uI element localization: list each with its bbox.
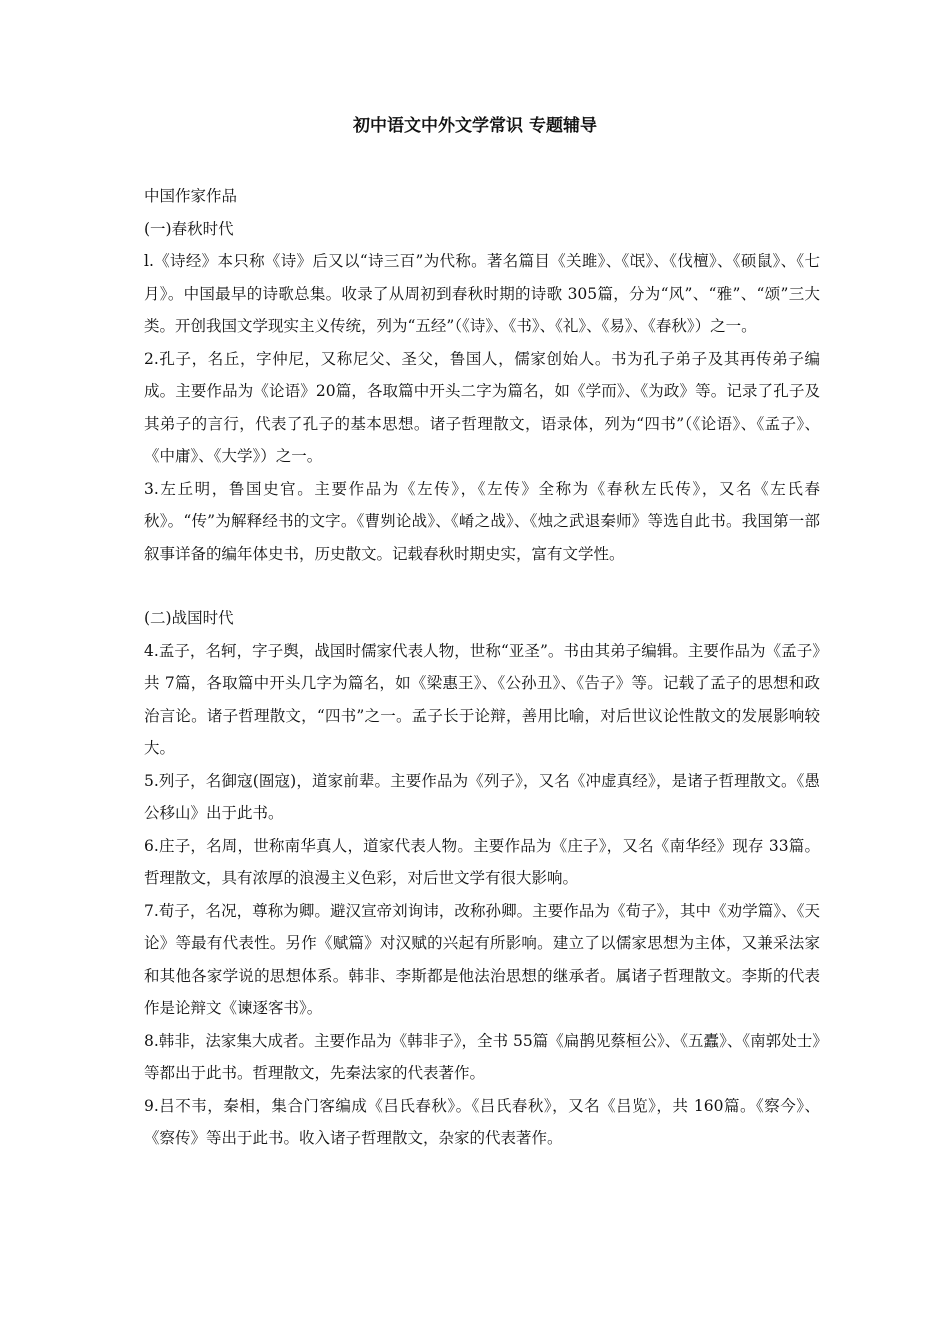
paragraph-lu-buwei: 9.吕不韦，秦相，集合门客编成《吕氏春秋》。《吕氏春秋》，又名《吕览》，共 160篇。《察今》、《察传》等出于此书。收入诸子哲理散文，杂家的代表著作。 (144, 1096, 820, 1147)
section-heading: 中国作家作品 (144, 187, 238, 205)
section-spacer (144, 570, 820, 602)
period-heading-spring-autumn: (一)春秋时代 (144, 219, 234, 238)
period-heading-warring-states: (二)战国时代 (144, 609, 234, 627)
document-body (144, 180, 820, 1155)
paragraph-confucius: 2.孔子，名丘，字仲尼，又称尼父、圣父，鲁国人，儒家创始人。书为孔子弟子及其再传弟子编成。主要作品为《论语》20篇，各取篇中开头二字为篇名，如《学而》、《为政》等。记录了孔子及其弟子的言行，代表了孔子的基本思想。诸子哲理散文，语录体，列为“四书”（《论语》、《孟子》、《中庸》、《大学》）之一。 (144, 349, 820, 465)
paragraph-zhuangzi: 6.庄子，名周，世称南华真人，道家代表人物。主要作品为《庄子》，又名《南华经》现存 33篇。哲理散文，具有浓厚的浪漫主义色彩，对后世文学有很大影响。 (144, 836, 820, 887)
paragraph-xunzi: 7.荀子，名况，尊称为卿。避汉宣帝刘询讳，改称孙卿。主要作品为《荀子》，其中《劝学篇》、《天论》等最有代表性。另作《赋篇》对汉赋的兴起有所影响。建立了以儒家思想为主体，又兼采法家和其他各家学说的思想体系。韩非、李斯都是他法治思想的继承者。属诸子哲理散文。李斯的代表作是论辩文《谏逐客书》。 (144, 901, 820, 1017)
document-title: 初中语文中外文学常识 专题辅导 (353, 116, 597, 136)
paragraph-mencius: 4.孟子，名轲，字子舆，战国时儒家代表人物，世称“亚圣”。书由其弟子编辑。主要作品为《孟子》共 7篇，各取篇中开头几字为篇名，如《梁惠王》、《公孙丑》、《告子》等。记载了孟子的思想和政治言论。诸子哲理散文，“四书”之一。孟子长于论辩，善用比喻，对后世议论性散文的发展影响较大。 (144, 641, 820, 757)
paragraph-liezi: 5.列子，名御寇(圄寇)，道家前辈。主要作品为《列子》，又名《冲虚真经》，是诸子哲理散文。《愚公移山》出于此书。 (144, 771, 820, 822)
paragraph-hanfei: 8.韩非，法家集大成者。主要作品为《韩非子》，全书 55篇《扁鹊见蔡桓公》、《五蠹》、《南郭处士》等都出于此书。哲理散文，先秦法家的代表著作。 (144, 1031, 820, 1082)
paragraph-zuo-qiuming: 3.左丘明，鲁国史官。主要作品为《左传》，《左传》全称为《春秋左氏传》，又名《左氏春秋》。“传”为解释经书的文字。《曹刿论战》、《崤之战》、《烛之武退秦师》等选自此书。我国第一部叙事详备的编年体史书，历史散文。记载春秋时期史实，富有文学性。 (144, 479, 820, 563)
paragraph-shijing: l.《诗经》本只称《诗》后又以“诗三百”为代称。著名篇目《关雎》、《氓》、《伐檀》、《硕鼠》、《七月》。中国最早的诗歌总集。收录了从周初到春秋时期的诗歌 305篇，分为“风”、“雅”、“颂”三大类。开创我国文学现实主义传统，列为“五经”（《诗》、《书》、《礼》、《易》、《春秋》）之一。 (144, 252, 820, 335)
